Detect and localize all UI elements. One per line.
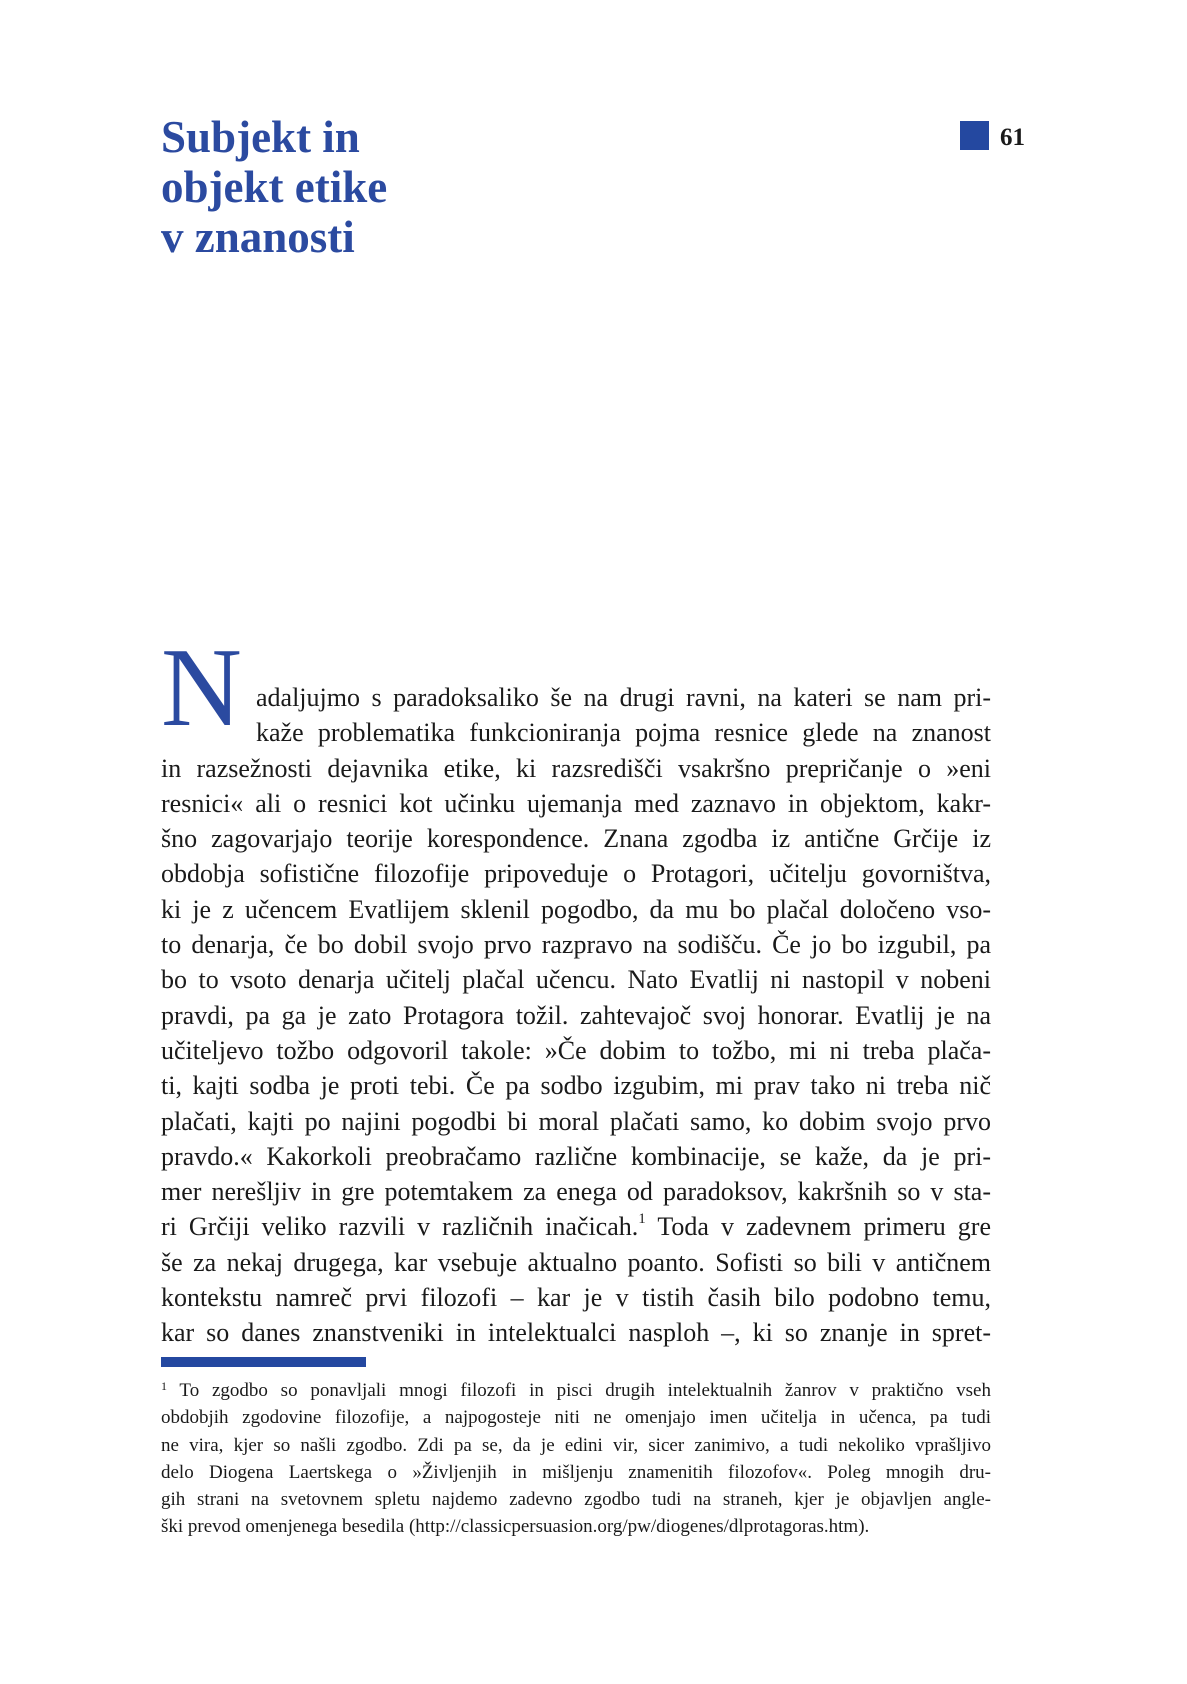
footnotes: [161, 1377, 991, 1541]
chapter-title-line: Subjekt in: [161, 112, 360, 162]
footnote-line: gih strani na svetovnem spletu najdemo zadevno zgodbo tudi na straneh, kjer je objavljen angle-: [161, 1489, 991, 1511]
body-line: pravdi, pa ga je zato Protagora tožil. zahtevajoč svoj honorar. Evatlij je na: [161, 1000, 991, 1030]
footnote-line: delo Diogena Laertskega o »Življenjih in mišljenju znamenitih filozofov«. Poleg mnogih dru-: [161, 1461, 991, 1483]
body-line: obdobja sofistične filozofije pripoveduje o Protagori, učitelju govorništva,: [161, 859, 991, 889]
body-line: mer nerešljiv in gre potemtakem za enega od paradoksov, kakršnih so v sta-: [161, 1177, 991, 1207]
footnote-number: 1: [161, 1379, 167, 1393]
body-line: kaže problematika funkcioniranja pojma resnice glede na znanost: [256, 718, 991, 748]
footnote-line: obdobjih zgodovine filozofije, a najpogosteje niti ne omenjajo imen učitelja in učenca, pa tudi: [161, 1407, 991, 1429]
chapter-title-line: objekt etike: [161, 162, 388, 212]
body-line-continuation: Toda v zadevnem primeru gre: [645, 1212, 991, 1242]
body-line: ki je z učencem Evatlijem sklenil pogodbo, da mu bo plačal določeno vso-: [161, 894, 991, 924]
drop-cap: N: [161, 626, 242, 750]
body-line: plačati, kajti po najini pogodbi bi moral plačati samo, ko dobim svojo prvo: [161, 1106, 991, 1136]
footnote-line: ne vira, kjer so našli zgodbo. Zdi pa se, da je edini vir, sicer zanimivo, a tudi nekoliko vprašljivo: [161, 1434, 991, 1456]
page-number: 61: [1000, 124, 1025, 151]
body-line: kontekstu namreč prvi filozofi – kar je v tistih časih bilo podobno temu,: [161, 1283, 991, 1313]
body-line: in razsežnosti dejavnika etike, ki razsredišči vsakršno prepričanje o »eni: [161, 753, 991, 783]
body-line: pravdo.« Kakorkoli preobračamo različne kombinacije, se kaže, da je pri-: [161, 1141, 991, 1171]
page-marker-square: [960, 121, 989, 150]
body-line: bo to vsoto denarja učitelj plačal učencu. Nato Evatlij ni nastopil v nobeni: [161, 965, 991, 995]
body-line-with-footnote: [161, 1209, 991, 1244]
body-line: adaljujmo s paradoksaliko še na drugi ravni, na kateri se nam pri-: [256, 683, 991, 712]
body-line: še za nekaj drugega, kar vsebuje aktualno poanto. Sofisti so bili v antičnem: [161, 1247, 991, 1277]
footnote-divider: [161, 1357, 366, 1367]
body-line: to denarja, če bo dobil svojo prvo razpravo na sodišču. Če jo bo izgubil, pa: [161, 930, 991, 960]
footnote-line: [161, 1377, 991, 1404]
footnote-text: To zgodbo so ponavljali mnogi filozofi in pisci drugih intelektualnih žanrov v praktično vseh: [167, 1380, 991, 1401]
body-line: učiteljevo tožbo odgovoril takole: »Če dobim to tožbo, mi ni treba plača-: [161, 1035, 991, 1065]
chapter-title-line: v znanosti: [161, 212, 355, 262]
body-line: kar so danes znanstveniki in intelektualci nasploh –, ki so znanje in spret-: [161, 1318, 991, 1348]
footnote-line: ški prevod omenjenega besedila (http://classicpersuasion.org/pw/diogenes/dlprotagoras.htm).: [161, 1516, 870, 1538]
body-line: resnici« ali o resnici kot učinku ujemanja med zaznavo in objektom, kakr-: [161, 788, 991, 818]
body-line: šno zagovarjajo teorije korespondence. Znana zgodba iz antične Grčije iz: [161, 824, 991, 854]
footnote-reference[interactable]: 1: [638, 1211, 646, 1228]
body-text: [161, 680, 991, 1351]
body-line: ti, kajti sodba je proti tebi. Če pa sodbo izgubim, mi prav tako ni treba nič: [161, 1071, 991, 1101]
chapter-title: [161, 112, 387, 262]
body-line-text: ri Grčiji veliko razvili v različnih inačicah.: [161, 1212, 639, 1242]
